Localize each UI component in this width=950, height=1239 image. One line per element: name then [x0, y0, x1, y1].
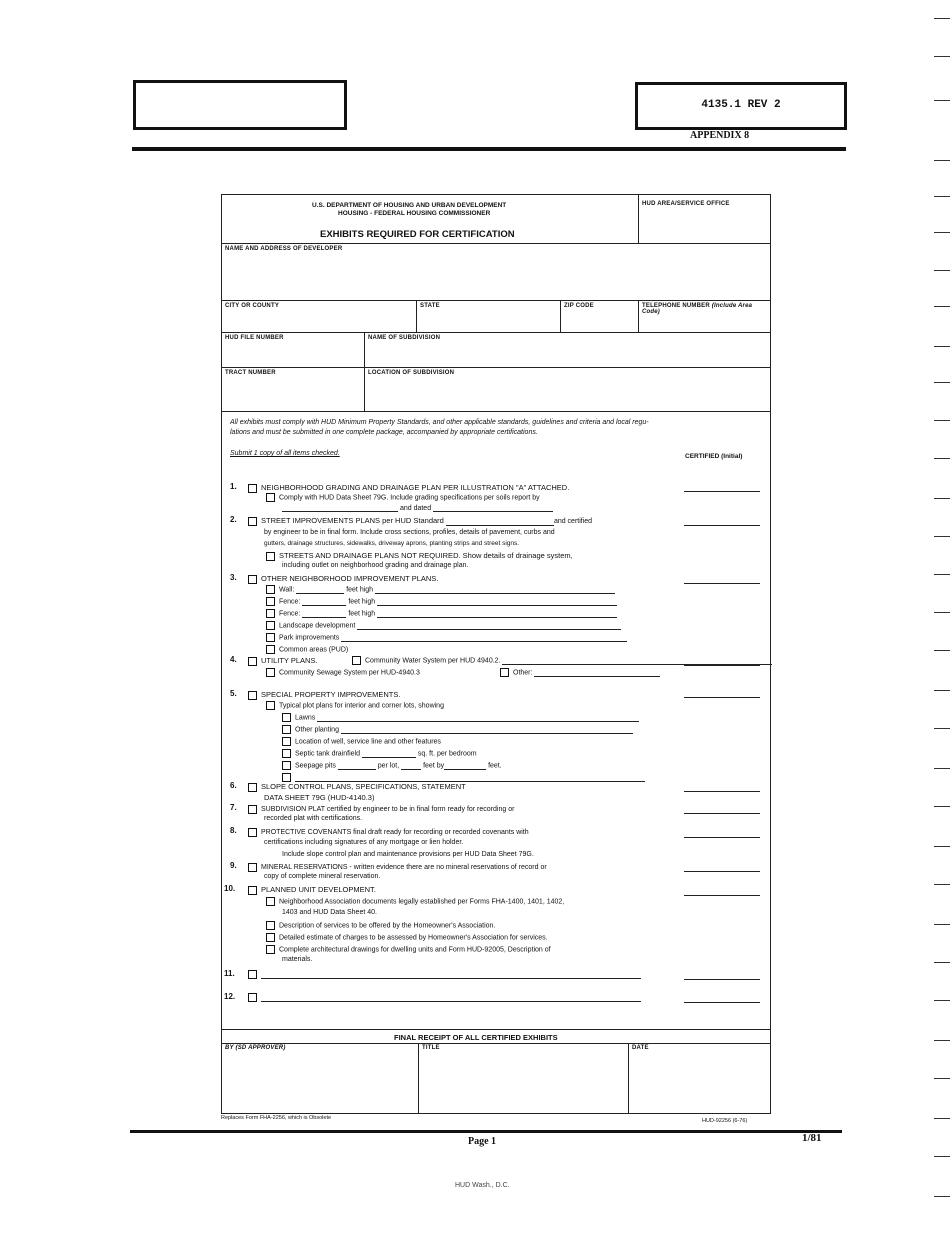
location-field[interactable] [364, 367, 771, 411]
item-10-b-checkbox[interactable] [266, 921, 275, 930]
item-10[interactable]: PLANNED UNIT DEVELOPMENT. [248, 885, 376, 895]
item-3-park-checkbox[interactable] [266, 633, 275, 642]
item-8-sub-2: Include slope control plan and maintenance provisions per HUD Data Sheet 79G. [282, 851, 534, 858]
item-3-wall[interactable]: Wall: feet high [266, 585, 615, 594]
item-2-sub-checkbox[interactable] [266, 552, 275, 561]
item-5-lawns[interactable]: Lawns [282, 713, 639, 722]
item-4-sewage-checkbox[interactable] [266, 668, 275, 677]
item-5-planting[interactable]: Other planting [282, 725, 633, 734]
item-10-checkbox[interactable] [248, 886, 257, 895]
item-5-well-checkbox[interactable] [282, 737, 291, 746]
item-9-checkbox[interactable] [248, 863, 257, 872]
item-5-number: 5. [230, 689, 237, 698]
item-8-sub: certifications including signatures of any mortgage or lien holder. [264, 839, 464, 846]
item-5-septic[interactable]: Septic tank drainfield sq. ft. per bedroom [282, 749, 477, 758]
item-3-fence-1[interactable]: Fence: feet high [266, 597, 617, 606]
item-5-seepage-checkbox[interactable] [282, 761, 291, 770]
item-1-sub[interactable]: Comply with HUD Data Sheet 79G. Include grading specifications per soils report by [266, 493, 540, 502]
approver-field[interactable] [222, 1043, 418, 1113]
date-field[interactable] [628, 1043, 771, 1113]
tract-field[interactable] [222, 367, 364, 411]
item-1-checkbox[interactable] [248, 484, 257, 493]
item-2-certified-line[interactable] [684, 525, 760, 526]
item-2-sub[interactable]: STREETS AND DRAINAGE PLANS NOT REQUIRED. Show details of drainage system, [266, 551, 573, 561]
item-7-sub: recorded plat with certifications. [264, 815, 363, 822]
item-5-planting-checkbox[interactable] [282, 725, 291, 734]
title-bottom-line [222, 243, 770, 244]
phone-field[interactable] [638, 300, 770, 332]
item-12-number: 12. [224, 992, 236, 1001]
title-label: TITLE [422, 1045, 440, 1051]
item-5[interactable]: SPECIAL PROPERTY IMPROVEMENTS. [248, 690, 400, 700]
item-3[interactable]: OTHER NEIGHBORHOOD IMPROVEMENT PLANS. [248, 574, 438, 584]
item-11-number: 11. [224, 969, 235, 978]
certified-label: CERTIFIED (Initial) [685, 453, 743, 460]
location-label: LOCATION OF SUBDIVISION [368, 370, 455, 376]
item-4[interactable]: UTILITY PLANS. [248, 656, 318, 666]
item-6-number: 6. [230, 781, 237, 790]
item-10-d-checkbox[interactable] [266, 945, 275, 954]
item-4-water-checkbox[interactable] [352, 656, 361, 665]
item-9-sub: copy of complete mineral reservation. [264, 873, 381, 880]
item-10-certified-line[interactable] [684, 895, 760, 896]
item-2-line-3: gutters, drainage structures, sidewalks, driveway aprons, planting strips and street signs. [264, 540, 520, 547]
item-3-landscape[interactable]: Landscape development [266, 621, 621, 630]
item-8-checkbox[interactable] [248, 828, 257, 837]
receipt-top-line [222, 1029, 770, 1030]
item-5-seepage[interactable]: Seepage pits per lot, feet by feet. [282, 761, 502, 770]
item-5-plot[interactable]: Typical plot plans for interior and corner lots, showing [266, 701, 444, 710]
developer-field[interactable] [222, 253, 770, 299]
item-5-septic-checkbox[interactable] [282, 749, 291, 758]
agency-line-1: U.S. DEPARTMENT OF HOUSING AND URBAN DEVELOPMENT [312, 202, 507, 209]
replaces-note: Replaces Form FHA-2256, which is Obsolete [221, 1115, 332, 1121]
final-receipt-title: FINAL RECEIPT OF ALL CERTIFIED EXHIBITS [394, 1033, 558, 1042]
item-11-checkbox[interactable] [248, 970, 257, 979]
state-field[interactable] [416, 300, 561, 332]
item-7-number: 7. [230, 803, 237, 812]
item-8-number: 8. [230, 826, 237, 835]
item-4-checkbox[interactable] [248, 657, 257, 666]
item-2-sub-2: including outlet on neighborhood grading and drainage plan. [282, 562, 469, 569]
city-field[interactable] [222, 300, 416, 332]
item-4-certified-line[interactable] [684, 665, 760, 666]
item-6-checkbox[interactable] [248, 783, 257, 792]
item-2-number: 2. [230, 515, 237, 524]
item-3-checkbox[interactable] [248, 575, 257, 584]
subdivision-name-field[interactable] [364, 332, 771, 367]
item-9[interactable]: MINERAL RESERVATIONS - written evidence there are no mineral reservations of record or [248, 862, 547, 872]
item-5-plot-checkbox[interactable] [266, 701, 275, 710]
header-form-code-box [635, 82, 847, 130]
item-3-common[interactable]: Common areas (PUD) [266, 645, 348, 654]
form-number: HUD-92256 (6-76) [702, 1118, 748, 1124]
form-title: EXHIBITS REQUIRED FOR CERTIFICATION [320, 229, 515, 240]
item-5-blank[interactable] [282, 773, 645, 782]
item-4-other-checkbox[interactable] [500, 668, 509, 677]
file-number-field[interactable] [222, 332, 364, 367]
item-8-certified-line[interactable] [684, 837, 760, 838]
item-3-fence-2-checkbox[interactable] [266, 609, 275, 618]
developer-label: NAME AND ADDRESS OF DEVELOPER [225, 246, 343, 252]
approver-label: BY (SD APPROVER) [225, 1045, 286, 1051]
item-3-fence-2[interactable]: Fence: feet high [266, 609, 617, 618]
item-1-certified-line[interactable] [684, 491, 760, 492]
item-8[interactable]: PROTECTIVE COVENANTS final draft ready for recording or recorded covenants with [248, 827, 529, 837]
form-code: 4135.1 REV 2 [701, 99, 781, 111]
compliance-line-1: All exhibits must comply with HUD Minimum Property Standards, and other applicable standards, guidelines and criteria and local regu- [230, 419, 649, 426]
page-number: Page 1 [468, 1136, 497, 1147]
item-10-number: 10. [224, 884, 236, 893]
print-stamp: HUD Wash., D.C. [455, 1182, 510, 1189]
subdivision-name-label: NAME OF SUBDIVISION [368, 335, 441, 341]
item-4-water[interactable]: Community Water System per HUD 4940.2. [352, 656, 772, 665]
city-label: CITY OR COUNTY [225, 303, 280, 309]
item-10-a[interactable]: Neighborhood Association documents legally established per Forms FHA-1400, 1401, 1402, [266, 897, 564, 906]
item-10-b[interactable]: Description of services to be offered by the Homeowner's Association. [266, 921, 495, 930]
item-3-park[interactable]: Park improvements [266, 633, 627, 642]
item-7-checkbox[interactable] [248, 805, 257, 814]
item-5-certified-line[interactable] [684, 697, 760, 698]
item-1[interactable]: NEIGHBORHOOD GRADING AND DRAINAGE PLAN PER ILLUSTRATION "A" ATTACHED. [248, 483, 569, 493]
item-1-number: 1. [230, 482, 237, 491]
header-rule [132, 147, 846, 151]
item-5-checkbox[interactable] [248, 691, 257, 700]
item-3-common-checkbox[interactable] [266, 645, 275, 654]
compliance-line-2: lations and must be submitted in one complete package, accompanied by appropriate certifications. [230, 429, 538, 436]
zip-field[interactable] [560, 300, 639, 332]
item-9-certified-line[interactable] [684, 871, 760, 872]
header-left-box [133, 80, 347, 130]
item-12-certified-line[interactable] [684, 1002, 760, 1003]
item-12[interactable] [248, 992, 641, 1002]
item-2-checkbox[interactable] [248, 517, 257, 526]
item-5-well[interactable]: Location of well, service line and other features [282, 737, 441, 746]
item-3-landscape-checkbox[interactable] [266, 621, 275, 630]
item-1-sub-checkbox[interactable] [266, 493, 275, 502]
title-field[interactable] [418, 1043, 629, 1113]
item-3-number: 3. [230, 573, 237, 582]
tract-bottom-line [222, 411, 770, 412]
item-6-sub: DATA SHEET 79G (HUD-4140.3) [264, 793, 375, 802]
item-7[interactable]: SUBDIVISION PLAT certified by engineer to be in final form ready for recording or [248, 804, 514, 814]
agency-line-2: HOUSING - FEDERAL HOUSING COMMISSIONER [338, 210, 491, 217]
item-10-c[interactable]: Detailed estimate of charges to be assessed by Homeowner's Association for services. [266, 933, 548, 942]
hud-office-cell[interactable] [638, 195, 770, 243]
footer-rule [130, 1130, 842, 1133]
revision-date: 1/81 [802, 1132, 822, 1144]
item-12-checkbox[interactable] [248, 993, 257, 1002]
file-number-label: HUD FILE NUMBER [225, 335, 284, 341]
item-11[interactable] [248, 969, 641, 979]
hud-office-label: HUD AREA/SERVICE OFFICE [642, 201, 730, 207]
item-6-certified-line[interactable] [684, 791, 760, 792]
item-4-number: 4. [230, 655, 237, 664]
item-2[interactable]: STREET IMPROVEMENTS PLANS per HUD Standard and certified [248, 516, 592, 526]
item-4-other[interactable]: Other: [500, 668, 660, 677]
phone-label: TELEPHONE NUMBER (Include Area Code) [642, 303, 753, 315]
item-3-certified-line[interactable] [684, 583, 760, 584]
item-10-c-checkbox[interactable] [266, 933, 275, 942]
item-5-lawns-checkbox[interactable] [282, 713, 291, 722]
item-7-certified-line[interactable] [684, 813, 760, 814]
item-1-dated: and dated [282, 505, 553, 512]
item-4-sewage[interactable]: Community Sewage System per HUD-4940.3 [266, 668, 420, 677]
certification-form [221, 194, 771, 1114]
item-6[interactable]: SLOPE CONTROL PLANS, SPECIFICATIONS, STATEMENT [248, 782, 466, 792]
item-10-d[interactable]: Complete architectural drawings for dwelling units and Form HUD-92005, Description of [266, 945, 551, 954]
item-11-certified-line[interactable] [684, 979, 760, 980]
state-label: STATE [420, 303, 440, 309]
item-9-number: 9. [230, 861, 237, 870]
item-10-a-checkbox[interactable] [266, 897, 275, 906]
item-5-blank-checkbox[interactable] [282, 773, 291, 782]
item-10-d-2: materials. [282, 956, 313, 963]
tract-label: TRACT NUMBER [225, 370, 276, 376]
date-label: DATE [632, 1045, 649, 1051]
appendix-label: APPENDIX 8 [690, 130, 750, 141]
item-3-wall-checkbox[interactable] [266, 585, 275, 594]
item-2-line-2: by engineer to be in final form. Include cross sections, profiles, details of pavement, curbs and [264, 529, 555, 536]
item-10-a-2: 1403 and HUD Data Sheet 40. [282, 909, 377, 916]
item-3-fence-1-checkbox[interactable] [266, 597, 275, 606]
submit-instruction: Submit 1 copy of all items checked. [230, 450, 340, 457]
zip-label: ZIP CODE [564, 303, 594, 309]
